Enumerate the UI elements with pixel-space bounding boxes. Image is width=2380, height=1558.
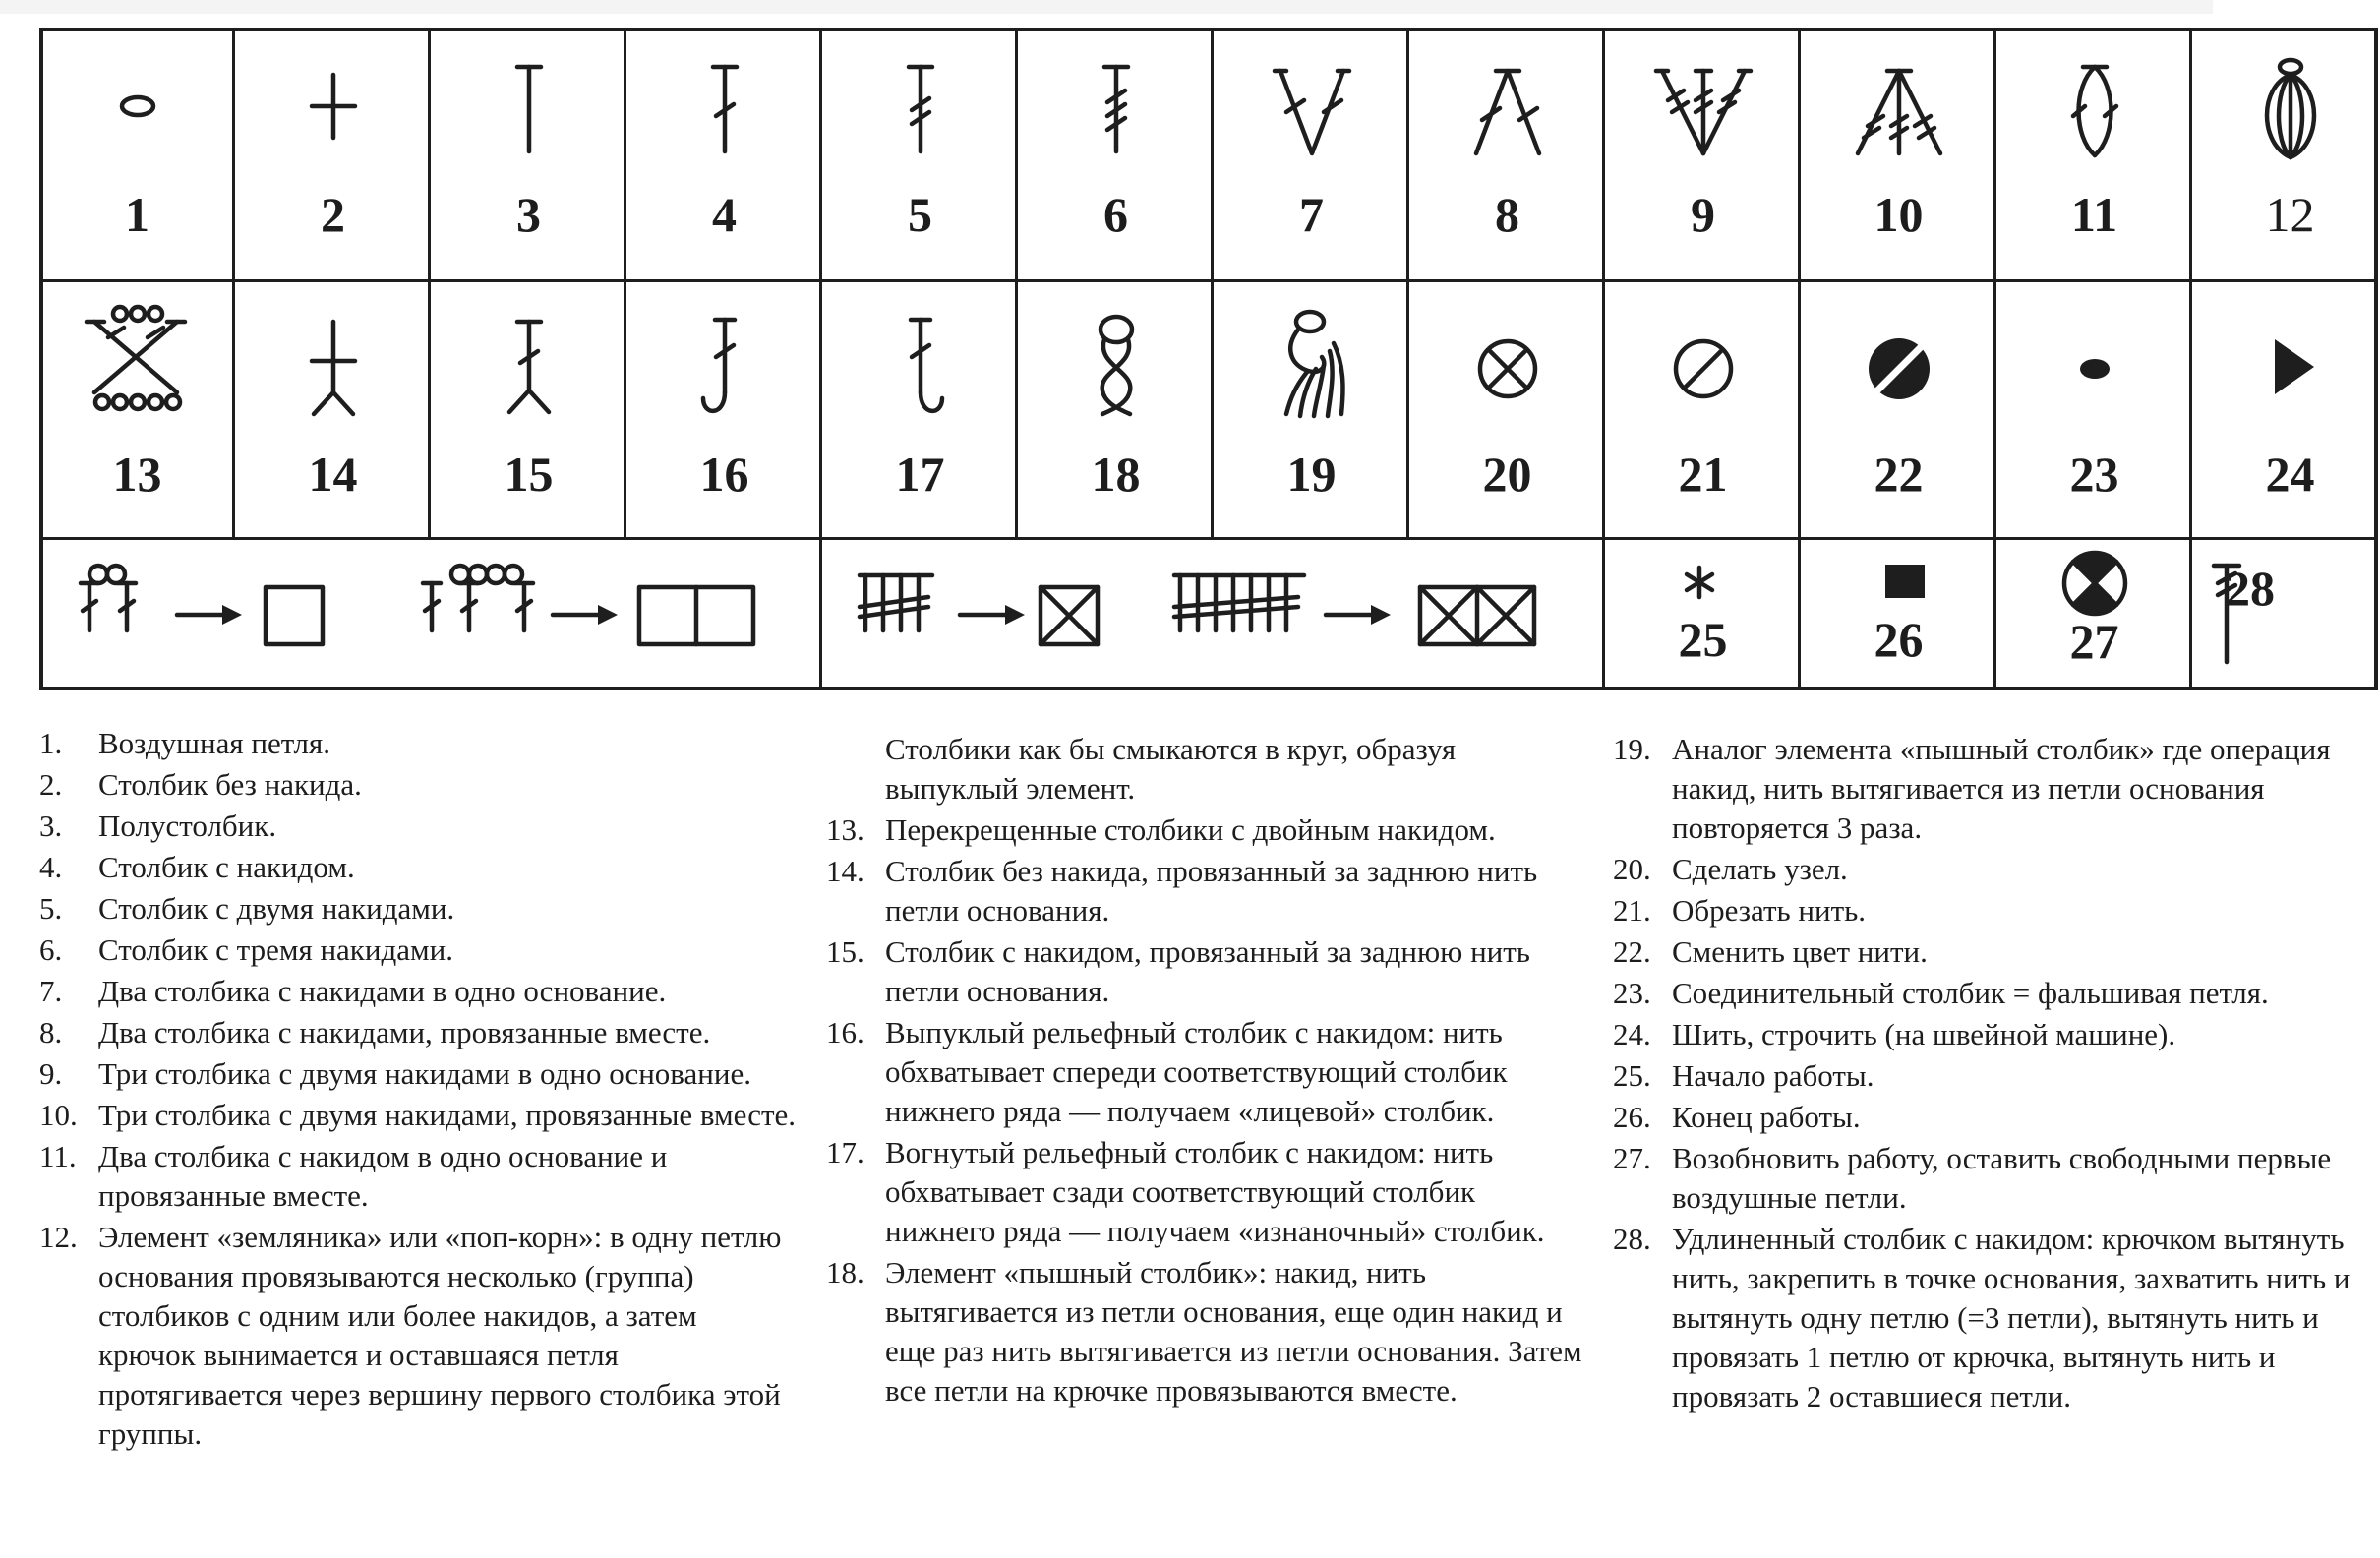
symbol-number: 3 bbox=[516, 187, 541, 242]
symbol-number: 5 bbox=[908, 187, 932, 242]
symbol-cell-2 bbox=[235, 28, 431, 279]
legend-item bbox=[39, 1054, 797, 1094]
symbol-number: 25 bbox=[1678, 612, 1728, 667]
front-post-dc-icon bbox=[626, 282, 822, 430]
legend-item-text: Обрезать нить. bbox=[1672, 893, 1867, 928]
three-treble-cluster-icon bbox=[1801, 28, 1996, 175]
legend-item bbox=[39, 807, 797, 848]
sew-triangle-icon bbox=[2192, 282, 2380, 430]
bobble-stitch-icon bbox=[1214, 282, 1409, 430]
legend-item bbox=[1613, 891, 2370, 932]
legend-item-text: Столбик с накидом. bbox=[98, 850, 355, 884]
legend-item-number: 26. bbox=[1613, 1100, 1651, 1134]
symbol-number: 16 bbox=[699, 447, 749, 502]
symbol-cell-28 bbox=[2192, 540, 2380, 683]
legend-item bbox=[39, 930, 797, 972]
legend-item bbox=[826, 1133, 1593, 1251]
sc-back-loop-icon bbox=[235, 282, 431, 430]
legend-item-number: 3. bbox=[39, 809, 63, 843]
symbol-number: 27 bbox=[2069, 614, 2119, 669]
legend-item-number: 11. bbox=[39, 1139, 77, 1173]
legend-item-text: Полустолбик. bbox=[98, 809, 277, 843]
legend-item-number: 23. bbox=[1613, 976, 1651, 1010]
legend-item bbox=[826, 1253, 1593, 1410]
legend-item-number: 8. bbox=[39, 1015, 63, 1049]
legend-item-text: Столбик без накида. bbox=[98, 767, 362, 802]
symbol-number: 14 bbox=[308, 447, 358, 502]
legend-item-number: 1. bbox=[39, 726, 63, 760]
legend-item bbox=[39, 1218, 797, 1454]
symbol-cell-7 bbox=[1214, 28, 1409, 279]
legend-item-text: Начало работы. bbox=[1672, 1058, 1874, 1093]
symbol-cell-4 bbox=[626, 28, 822, 279]
symbol-cell-14 bbox=[235, 282, 431, 537]
legend-item bbox=[1613, 1098, 2370, 1139]
legend-item-number: 18. bbox=[826, 1255, 864, 1289]
symbol-cell-26 bbox=[1801, 540, 1996, 683]
legend-item-text: Сделать узел. bbox=[1672, 852, 1848, 886]
symbol-number: 21 bbox=[1678, 447, 1728, 502]
legend-item bbox=[39, 1013, 797, 1054]
legend-item bbox=[826, 852, 1593, 930]
two-dc-cluster-icon bbox=[1996, 28, 2192, 175]
legend-column-2 bbox=[826, 730, 1593, 1410]
legend-item-number: 9. bbox=[39, 1056, 63, 1091]
legend-item-number: 19. bbox=[1613, 732, 1651, 766]
v-stitch-icon bbox=[1214, 28, 1409, 175]
symbol-number: 18 bbox=[1091, 447, 1141, 502]
legend-item-text: Столбик с тремя накидами. bbox=[98, 932, 453, 967]
legend-item bbox=[1613, 730, 2370, 848]
legend-item-number: 10. bbox=[39, 1098, 78, 1132]
decrease-two-icon bbox=[1409, 28, 1605, 175]
symbol-number: 7 bbox=[1299, 187, 1324, 242]
legend-item-number: 13. bbox=[826, 812, 864, 847]
legend-item-text: Столбик с двумя накидами. bbox=[98, 891, 455, 926]
legend-item-number: 5. bbox=[39, 891, 63, 926]
legend-item-text: Вогнутый рельефный столбик с накидом: нить обхватывает сзади соответствующий столбик нижнего ряда — получаем «изнаночный» столбик. bbox=[885, 1135, 1545, 1248]
symbol-number: 4 bbox=[712, 187, 737, 242]
legend-item-text: Шить, строчить (на швейной машине). bbox=[1672, 1017, 2176, 1051]
back-post-dc-icon bbox=[822, 282, 1018, 430]
symbol-number: 8 bbox=[1495, 187, 1519, 242]
legend-item-text: Элемент «земляника» или «поп-корн»: в одну петлю основания провязываются несколько (группа) столбиков с одним или более накидов, а затем крючок вынимается и оставшаяся петля протягивается через вершину первого столбика этой группы. bbox=[98, 1220, 782, 1451]
legend-item-number: 27. bbox=[1613, 1141, 1651, 1175]
symbol-cell-8 bbox=[1409, 28, 1605, 279]
legend-item-12-continued: Столбики как бы смыкаются в круг, образуя выпуклый элемент. bbox=[885, 732, 1457, 806]
legend-item bbox=[39, 765, 797, 807]
symbol-cell-17 bbox=[822, 282, 1018, 537]
legend-item-text: Три столбика с двумя накидами в одно основание. bbox=[98, 1056, 751, 1091]
legend-item-text: Три столбика с двумя накидами, провязанные вместе. bbox=[98, 1098, 797, 1132]
legend-item-text: Два столбика с накидами в одно основание. bbox=[98, 974, 667, 1008]
symbol-number: 2 bbox=[321, 187, 345, 242]
legend-item-text: Сменить цвет нити. bbox=[1672, 934, 1928, 969]
three-treble-shell-icon bbox=[1605, 28, 1801, 175]
legend-item bbox=[1613, 1056, 2370, 1098]
legend-item-text: Выпуклый рельефный столбик с накидом: нить обхватывает спереди соответствующий столбик нижнего ряда — получаем «лицевой» столбик. bbox=[885, 1015, 1508, 1128]
legend-column-3 bbox=[1613, 730, 2370, 1416]
legend-item-number: 14. bbox=[826, 854, 864, 888]
puff-stitch-icon bbox=[1018, 282, 1214, 430]
legend-item-text: Столбик без накида, провязанный за заднюю нить петли основания. bbox=[885, 854, 1538, 928]
symbol-number: 12 bbox=[2265, 187, 2315, 242]
legend-item-text: Воздушная петля. bbox=[98, 726, 330, 760]
legend-item-number: 2. bbox=[39, 767, 63, 802]
symbol-cell-16 bbox=[626, 282, 822, 537]
symbol-number: 23 bbox=[2069, 447, 2119, 502]
legend-item-text: Возобновить работу, оставить свободными первые воздушные петли. bbox=[1672, 1141, 2332, 1215]
legend-item-text: Соединительный столбик = фальшивая петля. bbox=[1672, 976, 2269, 1010]
legend-item-text: Конец работы. bbox=[1672, 1100, 1861, 1134]
symbol-number: 1 bbox=[125, 187, 149, 242]
start-asterisk-icon bbox=[1605, 540, 1801, 619]
legend-item bbox=[1613, 932, 2370, 974]
legend-item-number: 21. bbox=[1613, 893, 1651, 928]
cut-yarn-icon bbox=[1605, 282, 1801, 430]
legend-item-text: Элемент «пышный столбик»: накид, нить вытягивается из петли основания, еще один накид и еще раз нить вытягивается из петли основания. Затем все петли на крючке провязываются вместе. bbox=[885, 1255, 1582, 1408]
symbol-number: 19 bbox=[1286, 447, 1337, 502]
legend-item-number: 6. bbox=[39, 932, 63, 967]
symbol-number: 17 bbox=[895, 447, 945, 502]
legend-item-number: 22. bbox=[1613, 934, 1651, 969]
make-knot-icon bbox=[1409, 282, 1605, 430]
legend-item-number: 16. bbox=[826, 1015, 864, 1049]
dc-back-loop-icon bbox=[431, 282, 626, 430]
legend-item bbox=[39, 1137, 797, 1216]
legend-item bbox=[1613, 974, 2370, 1015]
symbol-cell-25 bbox=[1605, 540, 1801, 683]
legend-item-text: Перекрещенные столбики с двойным накидом. bbox=[885, 812, 1496, 847]
symbol-cell-19 bbox=[1214, 282, 1409, 537]
double-treble-crochet-icon bbox=[1018, 28, 1214, 175]
legend-item bbox=[1613, 1015, 2370, 1056]
symbol-cell-1 bbox=[39, 28, 235, 279]
symbol-cell-15 bbox=[431, 282, 626, 537]
legend-item bbox=[1613, 1220, 2370, 1416]
symbol-number: 15 bbox=[504, 447, 554, 502]
symbol-number: 24 bbox=[2265, 447, 2315, 502]
symbol-cell-12 bbox=[2192, 28, 2380, 279]
symbol-number: 11 bbox=[2070, 187, 2118, 242]
symbol-cell-24 bbox=[2192, 282, 2380, 537]
legend-column-1 bbox=[39, 724, 797, 1454]
symbol-number: 20 bbox=[1482, 447, 1532, 502]
legend-item-text: Два столбика с накидом в одно основание и провязанные вместе. bbox=[98, 1139, 668, 1213]
symbol-grid bbox=[39, 28, 2380, 692]
symbol-number: 13 bbox=[112, 447, 162, 502]
symbol-cell-22 bbox=[1801, 282, 1996, 537]
half-double-crochet-icon bbox=[431, 28, 626, 175]
legend-item-number: 12. bbox=[39, 1220, 78, 1254]
legend-item bbox=[826, 810, 1593, 850]
legend-item-number: 20. bbox=[1613, 852, 1651, 886]
legend-item-text: Аналог элемента «пышный столбик» где операция накид, нить вытягивается из петли основания повторяется 3 раза. bbox=[1672, 732, 2331, 845]
double-crochet-icon bbox=[626, 28, 822, 175]
end-square-icon bbox=[1801, 540, 1996, 619]
symbol-number: 22 bbox=[1874, 447, 1924, 502]
symbol-cell-27 bbox=[1996, 540, 2192, 683]
legend-item bbox=[1613, 1139, 2370, 1218]
treble-crochet-icon bbox=[822, 28, 1018, 175]
symbol-number: 26 bbox=[1874, 612, 1924, 667]
symbol-cell-20 bbox=[1409, 282, 1605, 537]
legend-item-number: 28. bbox=[1613, 1222, 1651, 1256]
legend-item-number: 17. bbox=[826, 1135, 864, 1169]
symbol-cell-23 bbox=[1996, 282, 2192, 537]
stitches-to-filled-square-examples bbox=[822, 540, 1602, 683]
resume-work-icon bbox=[1996, 540, 2192, 619]
legend-item-number: 25. bbox=[1613, 1058, 1651, 1093]
legend-item bbox=[39, 848, 797, 889]
symbol-cell-21 bbox=[1605, 282, 1801, 537]
symbol-cell-5 bbox=[822, 28, 1018, 279]
chain-stitch-icon bbox=[39, 28, 235, 175]
slip-stitch-icon bbox=[1996, 282, 2192, 430]
symbol-number: 6 bbox=[1103, 187, 1128, 242]
legend-item-number: 7. bbox=[39, 974, 63, 1008]
legend-item bbox=[39, 972, 797, 1013]
legend-item-number: 4. bbox=[39, 850, 63, 884]
symbol-cell-6 bbox=[1018, 28, 1214, 279]
single-crochet-icon bbox=[235, 28, 431, 175]
symbol-number: 10 bbox=[1874, 187, 1924, 242]
crossed-stitches-icon bbox=[39, 282, 235, 430]
symbol-cell-11 bbox=[1996, 28, 2192, 279]
symbol-cell-13 bbox=[39, 282, 235, 537]
legend-item-text: Два столбика с накидами, провязанные вместе. bbox=[98, 1015, 711, 1049]
legend-item bbox=[1613, 850, 2370, 891]
legend-item bbox=[826, 1013, 1593, 1131]
symbol-cell-3 bbox=[431, 28, 626, 279]
symbol-cell-9 bbox=[1605, 28, 1801, 279]
symbol-cell-10 bbox=[1801, 28, 1996, 279]
symbol-cell-18 bbox=[1018, 282, 1214, 537]
legend-item bbox=[39, 1096, 797, 1135]
legend-item-text: Удлиненный столбик с накидом: крючком вытянуть нить, закрепить в точке основания, захватить нить и вытянуть одну петлю (=3 петли), вытянуть нить и провязать 1 петлю от крючка, вытянуть нить и провязать 2 оставшиеся петли. bbox=[1672, 1222, 2350, 1413]
scan-top-band bbox=[0, 0, 2213, 14]
legend-item-number: 15. bbox=[826, 934, 864, 969]
change-color-icon bbox=[1801, 282, 1996, 430]
legend-item-text: Столбик с накидом, провязанный за заднюю нить петли основания. bbox=[885, 934, 1530, 1008]
legend-item-number: 24. bbox=[1613, 1017, 1651, 1051]
symbol-number: 9 bbox=[1691, 187, 1715, 242]
popcorn-stitch-icon bbox=[2192, 28, 2380, 175]
legend-item bbox=[39, 889, 797, 930]
legend-item bbox=[39, 724, 797, 765]
legend-item bbox=[826, 932, 1593, 1011]
symbol-number: 28 bbox=[2226, 561, 2275, 616]
chain-to-square-examples bbox=[39, 540, 819, 683]
